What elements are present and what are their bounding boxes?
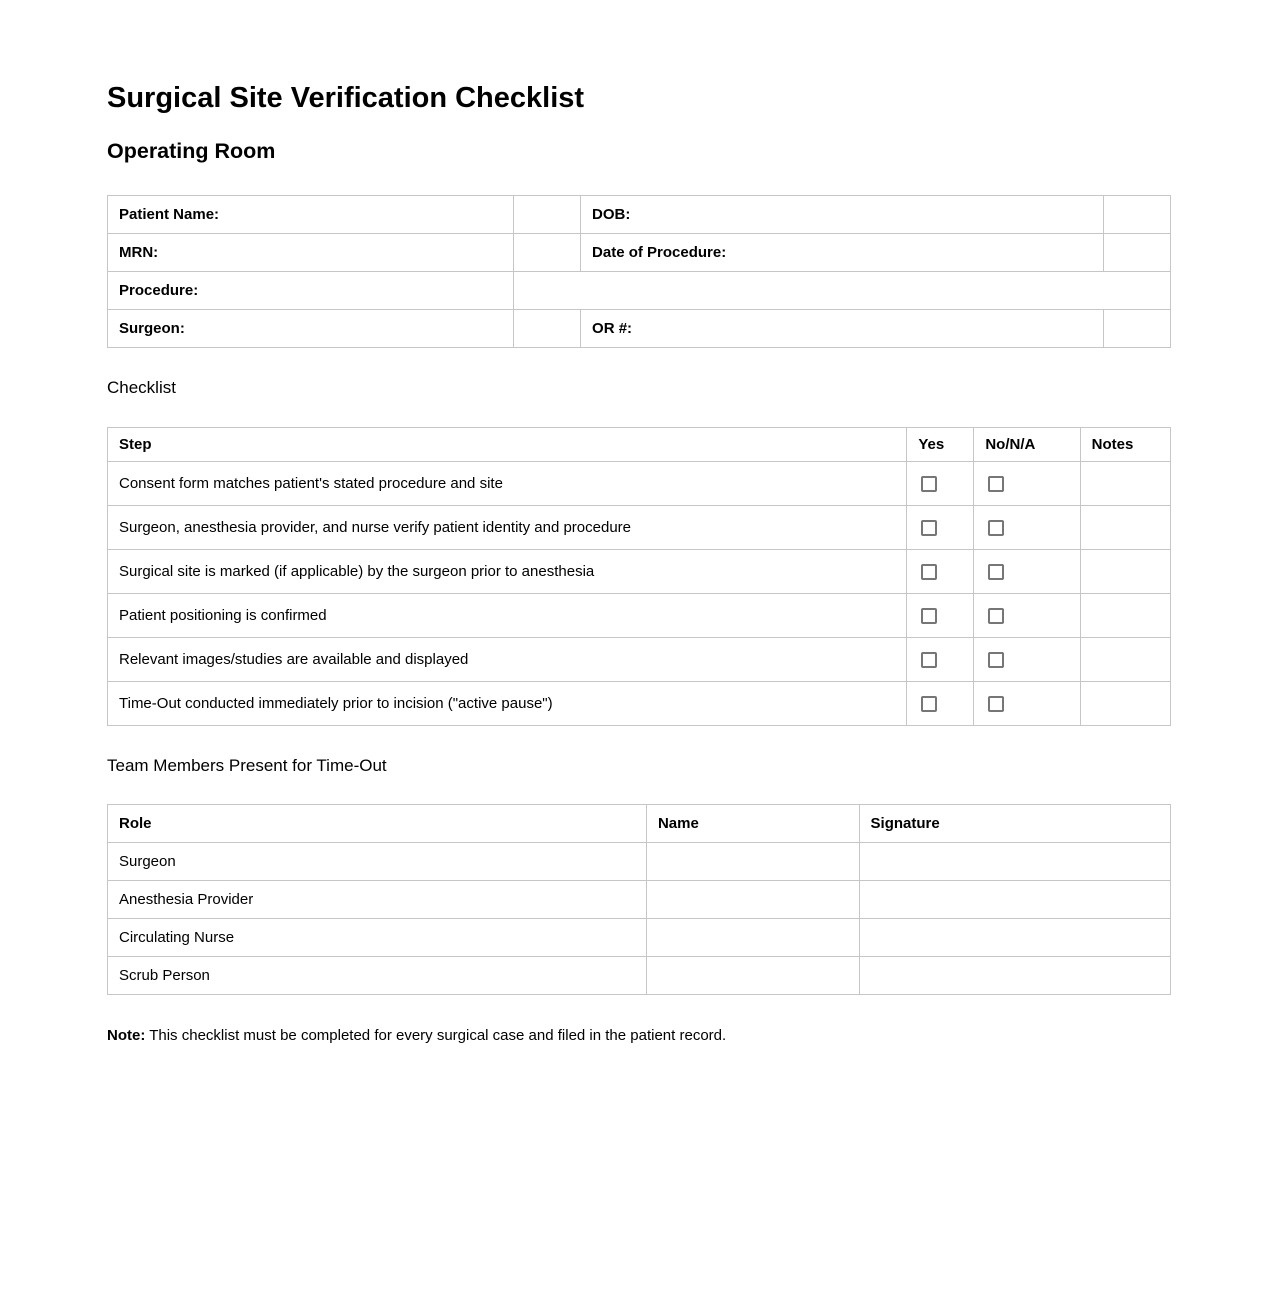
table-header-row bbox=[108, 805, 1171, 843]
team-heading: Team Members Present for Time-Out bbox=[107, 756, 387, 775]
yes-checkbox[interactable] bbox=[921, 696, 937, 712]
yes-cell bbox=[907, 638, 974, 682]
notes-cell bbox=[1080, 506, 1170, 550]
footer-note bbox=[107, 1027, 1171, 1045]
no-na-cell bbox=[974, 462, 1080, 506]
table-row bbox=[108, 234, 1171, 272]
surgeon-label: Surgeon: bbox=[108, 310, 514, 348]
yes-checkbox[interactable] bbox=[921, 652, 937, 668]
signature-cell bbox=[859, 919, 1170, 957]
procedure-value-cell bbox=[514, 272, 1171, 310]
empty-cell bbox=[514, 234, 581, 272]
role-column-header: Role bbox=[108, 805, 647, 843]
step-label: Surgeon, anesthesia provider, and nurse verify patient identity and procedure bbox=[108, 506, 907, 550]
checklist-heading: Checklist bbox=[107, 378, 176, 397]
yes-checkbox[interactable] bbox=[921, 476, 937, 492]
empty-cell bbox=[1104, 234, 1171, 272]
document-page bbox=[107, 0, 1171, 1180]
notes-cell bbox=[1080, 462, 1170, 506]
table-row bbox=[108, 881, 1171, 919]
no-na-column-header: No/N/A bbox=[974, 428, 1080, 462]
notes-cell bbox=[1080, 682, 1170, 726]
table-row bbox=[108, 919, 1171, 957]
table-row bbox=[108, 272, 1171, 310]
note-label: Note: bbox=[107, 1027, 146, 1044]
no-na-cell bbox=[974, 506, 1080, 550]
step-label: Consent form matches patient's stated procedure and site bbox=[108, 462, 907, 506]
yes-cell bbox=[907, 550, 974, 594]
step-label: Relevant images/studies are available and displayed bbox=[108, 638, 907, 682]
yes-checkbox[interactable] bbox=[921, 608, 937, 624]
table-row bbox=[108, 638, 1171, 682]
table-row bbox=[108, 957, 1171, 995]
no-na-checkbox[interactable] bbox=[988, 564, 1004, 580]
patient-name-label: Patient Name: bbox=[108, 196, 514, 234]
empty-cell bbox=[514, 196, 581, 234]
notes-cell bbox=[1080, 550, 1170, 594]
notes-column-header: Notes bbox=[1080, 428, 1170, 462]
role-label: Surgeon bbox=[108, 843, 647, 881]
yes-checkbox[interactable] bbox=[921, 520, 937, 536]
empty-cell bbox=[1104, 196, 1171, 234]
table-row bbox=[108, 594, 1171, 638]
table-row bbox=[108, 550, 1171, 594]
table-row bbox=[108, 310, 1171, 348]
signature-column-header: Signature bbox=[859, 805, 1170, 843]
no-na-checkbox[interactable] bbox=[988, 652, 1004, 668]
name-column-header: Name bbox=[646, 805, 859, 843]
team-members-table bbox=[107, 804, 1171, 995]
step-label: Time-Out conducted immediately prior to incision ("active pause") bbox=[108, 682, 907, 726]
notes-cell bbox=[1080, 594, 1170, 638]
yes-column-header: Yes bbox=[907, 428, 974, 462]
step-label: Patient positioning is confirmed bbox=[108, 594, 907, 638]
name-cell bbox=[646, 881, 859, 919]
no-na-cell bbox=[974, 594, 1080, 638]
table-row bbox=[108, 506, 1171, 550]
or-number-label: OR #: bbox=[581, 310, 1104, 348]
mrn-label: MRN: bbox=[108, 234, 514, 272]
signature-cell bbox=[859, 957, 1170, 995]
name-cell bbox=[646, 957, 859, 995]
yes-cell bbox=[907, 594, 974, 638]
role-label: Anesthesia Provider bbox=[108, 881, 647, 919]
no-na-checkbox[interactable] bbox=[988, 476, 1004, 492]
step-column-header: Step bbox=[108, 428, 907, 462]
page-title: Surgical Site Verification Checklist bbox=[107, 82, 585, 114]
table-header-row bbox=[108, 428, 1171, 462]
role-label: Circulating Nurse bbox=[108, 919, 647, 957]
note-text: This checklist must be completed for every surgical case and filed in the patient record. bbox=[145, 1027, 727, 1044]
no-na-cell bbox=[974, 682, 1080, 726]
yes-cell bbox=[907, 682, 974, 726]
checklist-table bbox=[107, 427, 1171, 726]
table-row bbox=[108, 462, 1171, 506]
table-row bbox=[108, 682, 1171, 726]
dob-label: DOB: bbox=[581, 196, 1104, 234]
name-cell bbox=[646, 843, 859, 881]
signature-cell bbox=[859, 881, 1170, 919]
no-na-cell bbox=[974, 550, 1080, 594]
yes-cell bbox=[907, 462, 974, 506]
procedure-label: Procedure: bbox=[108, 272, 514, 310]
empty-cell bbox=[514, 310, 581, 348]
table-row bbox=[108, 196, 1171, 234]
page-subtitle: Operating Room bbox=[107, 139, 276, 163]
role-label: Scrub Person bbox=[108, 957, 647, 995]
signature-cell bbox=[859, 843, 1170, 881]
notes-cell bbox=[1080, 638, 1170, 682]
table-row bbox=[108, 843, 1171, 881]
no-na-checkbox[interactable] bbox=[988, 696, 1004, 712]
no-na-checkbox[interactable] bbox=[988, 520, 1004, 536]
yes-cell bbox=[907, 506, 974, 550]
empty-cell bbox=[1104, 310, 1171, 348]
date-of-procedure-label: Date of Procedure: bbox=[581, 234, 1104, 272]
step-label: Surgical site is marked (if applicable) by the surgeon prior to anesthesia bbox=[108, 550, 907, 594]
no-na-checkbox[interactable] bbox=[988, 608, 1004, 624]
name-cell bbox=[646, 919, 859, 957]
patient-info-table bbox=[107, 195, 1171, 348]
no-na-cell bbox=[974, 638, 1080, 682]
yes-checkbox[interactable] bbox=[921, 564, 937, 580]
